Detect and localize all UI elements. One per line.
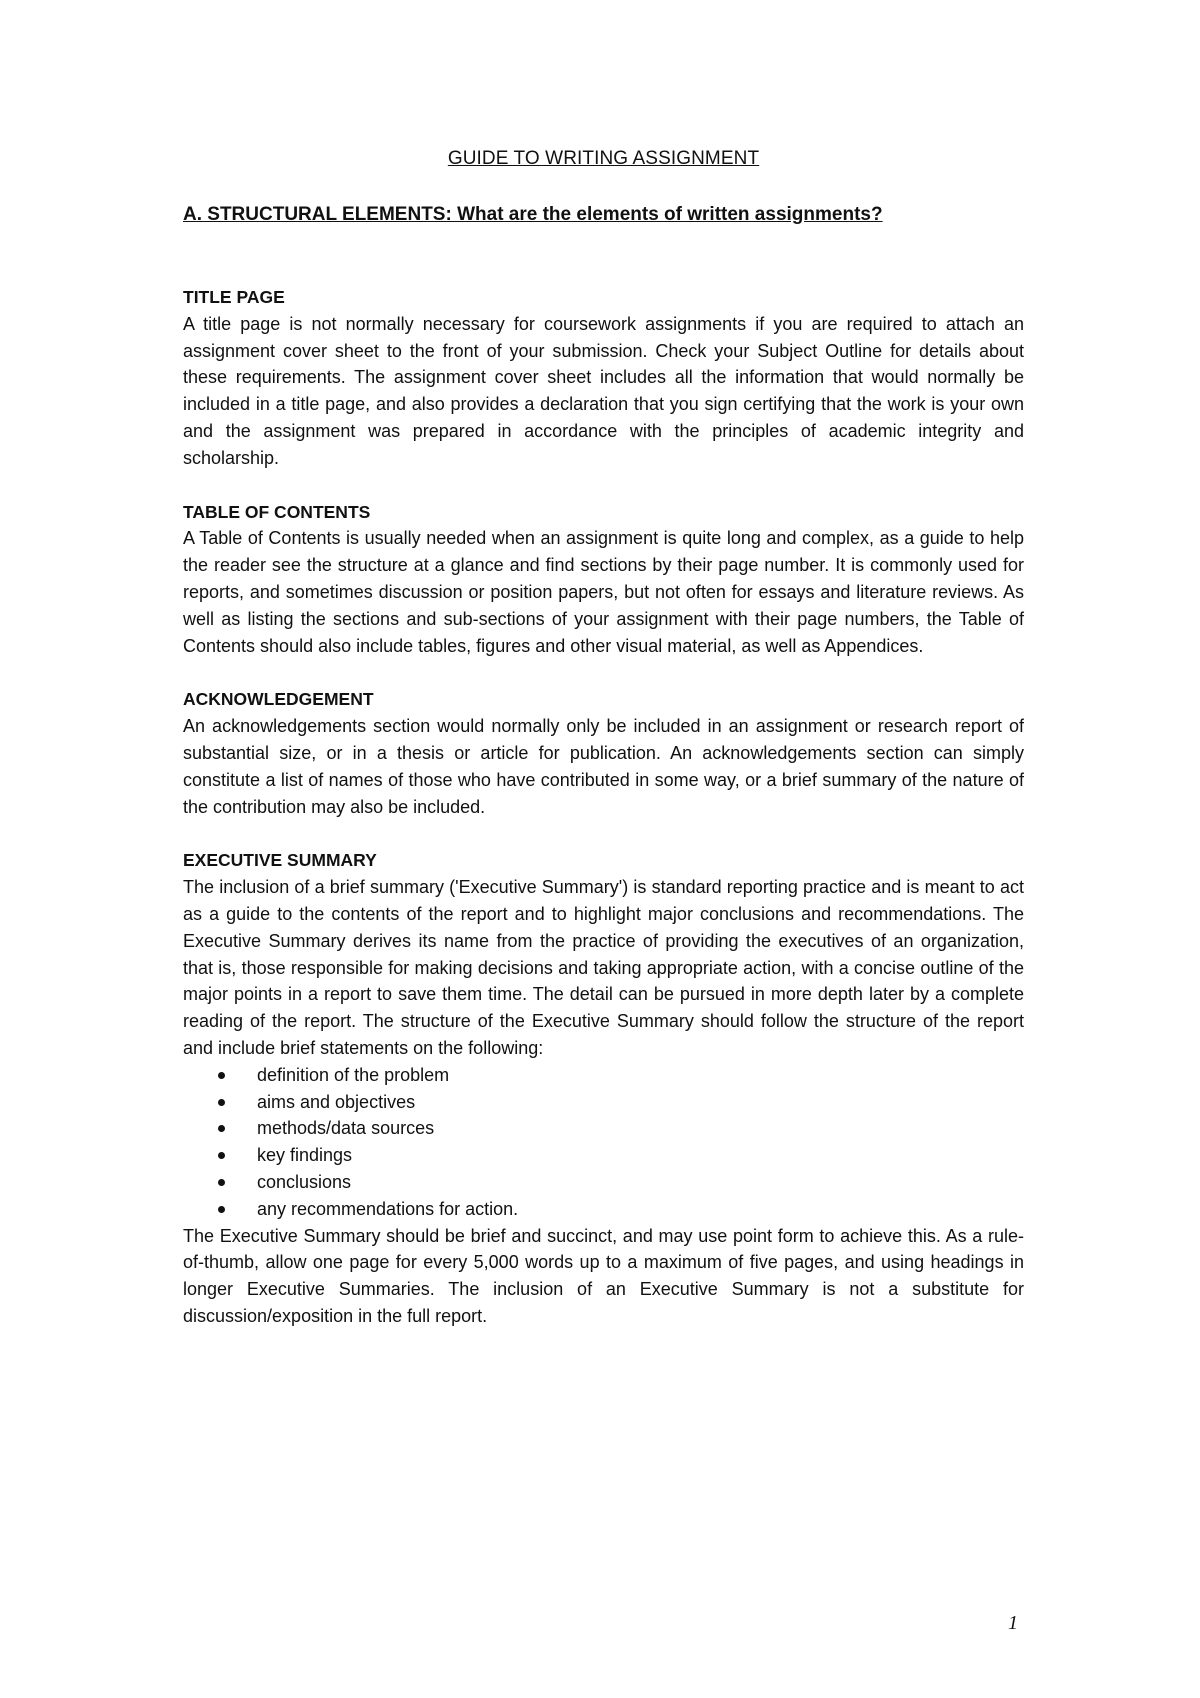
title-page-paragraph: A title page is not normally necessary for coursework assignments if you are required to attach an assignment cover sheet to the front of your submission. Check your Subject Outline for details about these requirements. The assignment cover sheet includes all the information that would normally be included in a title page, and also provides a declaration that you sign certifying that the work is your own and the assignment was prepared in accordance with the principles of academic integrity and scholarship. (183, 313, 1024, 468)
title-page-heading: TITLE PAGE (183, 287, 285, 307)
section-acknowledgement (183, 686, 1024, 820)
list-item (257, 1062, 1024, 1089)
section-table-of-contents (183, 499, 1024, 660)
bullet-icon (218, 1152, 225, 1159)
bullet-icon (218, 1072, 225, 1079)
page-content (183, 148, 1024, 1357)
document-title: GUIDE TO WRITING ASSIGNMENT (447, 148, 760, 169)
section-title-page (183, 284, 1024, 472)
acknowledgement-paragraph: An acknowledgements section would normally only be included in an assignment or research report of substantial size, or in a thesis or article for publication. An acknowledgements section can simply constitute a list of names of those who have contributed in some way, or a brief summary of the nature of the contribution may also be included. (183, 716, 1024, 817)
section-executive-summary (183, 847, 1024, 1329)
page-number: 1 (1008, 1612, 1018, 1634)
list-item (257, 1196, 1024, 1223)
list-item (257, 1142, 1024, 1169)
table-of-contents-paragraph: A Table of Contents is usually needed when an assignment is quite long and complex, as a guide to help the reader see the structure at a glance and find sections by their page number. It is commonly used for reports, and sometimes discussion or position papers, but not often for essays and literature reviews. As well as listing the sections and sub-sections of your assignment with their page numbers, the Table of Contents should also include tables, figures and other visual material, as well as Appendices. (183, 528, 1024, 656)
executive-summary-heading: EXECUTIVE SUMMARY (183, 850, 377, 871)
list-item (257, 1169, 1024, 1196)
executive-summary-bullet-list (183, 1062, 1024, 1223)
list-item-text: any recommendations for action. (257, 1198, 519, 1219)
executive-summary-closing-paragraph: The Executive Summary should be brief and succinct, and may use point form to achieve this. As a rule-of-thumb, allow one page for every 5,000 words up to a maximum of five pages, and using headings in longer Executive Summaries. The inclusion of an Executive Summary is not a substitute for discussion/exposition in the full report. (183, 1225, 1024, 1326)
list-item (257, 1115, 1024, 1142)
executive-summary-paragraph: The inclusion of a brief summary ('Executive Summary') is standard reporting practice and is meant to act as a guide to the contents of the report and to highlight major conclusions and recommendations. The Executive Summary derives its name from the practice of providing the executives of an organization, that is, those responsible for making decisions and taking appropriate action, with a concise outline of the major points in a report to save them time. The detail can be pursued in more depth later by a complete reading of the report. The structure of the Executive Summary should follow the structure of the report and include brief statements on the following: (183, 877, 1024, 1058)
bullet-icon (218, 1099, 225, 1106)
list-item-text: conclusions (257, 1171, 352, 1192)
list-item-text: key findings (257, 1145, 353, 1166)
bullet-icon (218, 1125, 225, 1132)
table-of-contents-heading: TABLE OF CONTENTS (183, 501, 371, 522)
list-item-text: definition of the problem (257, 1064, 450, 1085)
list-item (257, 1089, 1024, 1116)
section-heading: A. STRUCTURAL ELEMENTS: What are the elements of written assignments? (183, 204, 883, 225)
list-item-text: aims and objectives (257, 1091, 416, 1112)
list-item-text: methods/data sources (257, 1118, 435, 1139)
bullet-icon (218, 1206, 225, 1213)
bullet-icon (218, 1179, 225, 1186)
acknowledgement-heading: ACKNOWLEDGEMENT (183, 689, 374, 710)
